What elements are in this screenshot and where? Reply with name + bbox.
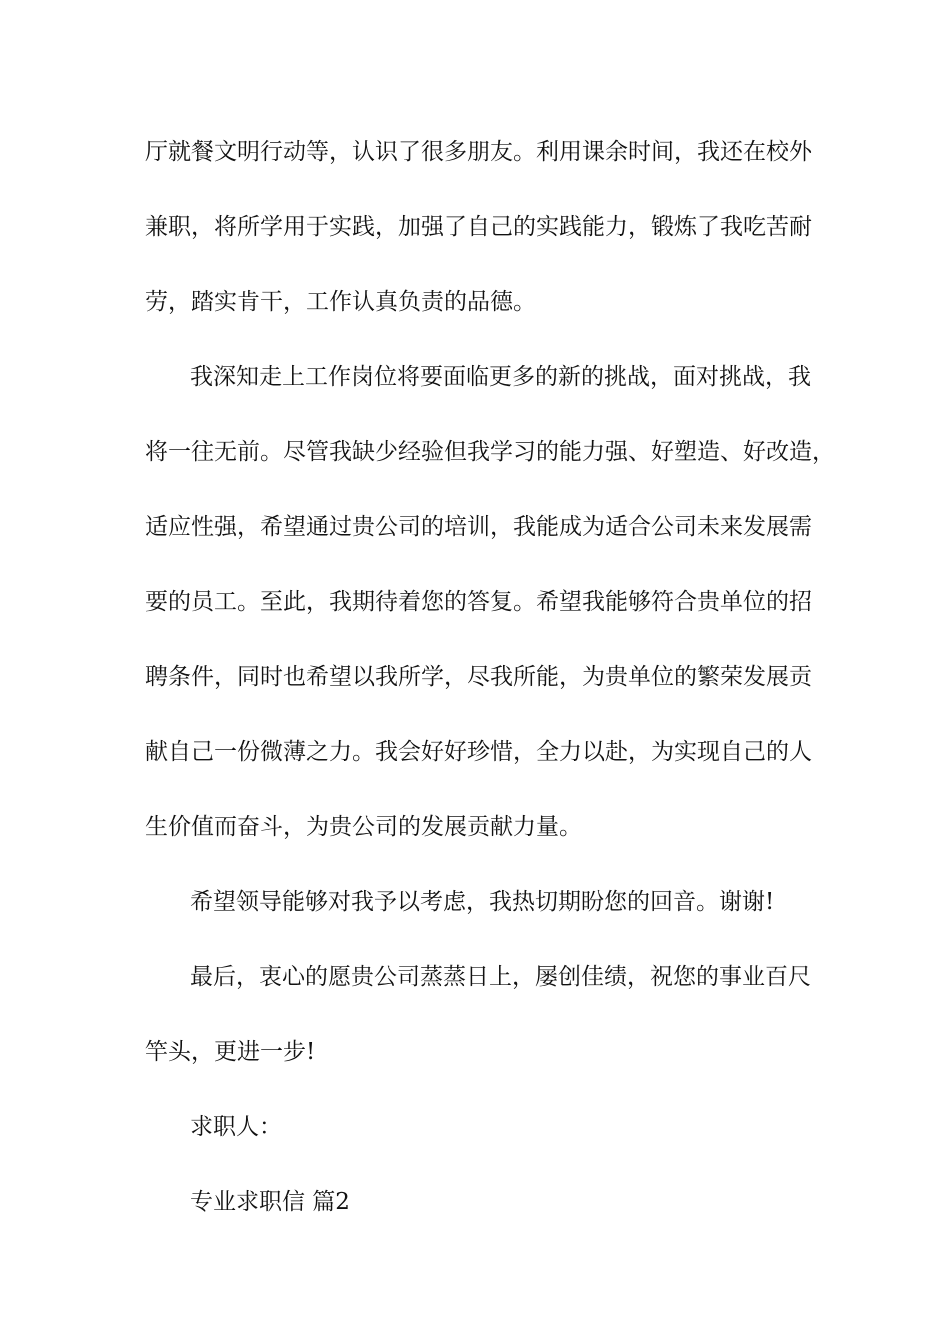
body-text-line: 兼职，将所学用于实践，加强了自己的实践能力，锻炼了我吃苦耐 (145, 214, 812, 240)
body-text-line: 要的员工。至此，我期待着您的答复。希望我能够符合贵单位的招 (145, 589, 812, 615)
paragraph-start-line: 希望领导能够对我予以考虑，我热切期盼您的回音。谢谢! (190, 889, 775, 915)
body-text-line: 劳，踏实肯干，工作认真负责的品德。 (145, 289, 536, 315)
signature-label: 求职人： (190, 1114, 282, 1140)
section-heading: 专业求职信 篇2 (190, 1189, 350, 1215)
body-text-line: 献自己一份微薄之力。我会好好珍惜，全力以赴，为实现自己的人 (145, 739, 812, 765)
body-text-line: 厅就餐文明行动等，认识了很多朋友。利用课余时间，我还在校外 (145, 139, 812, 165)
body-text-line: 聘条件，同时也希望以我所学，尽我所能，为贵单位的繁荣发展贡 (145, 664, 812, 690)
paragraph-start-line: 我深知走上工作岗位将要面临更多的新的挑战，面对挑战，我 (190, 364, 811, 390)
body-text-line: 竿头，更进一步! (145, 1039, 316, 1065)
body-text-line: 适应性强，希望通过贵公司的培训，我能成为适合公司未来发展需 (145, 514, 812, 540)
body-text-line: 生价值而奋斗，为贵公司的发展贡献力量。 (145, 814, 582, 840)
paragraph-start-line: 最后，衷心的愿贵公司蒸蒸日上，屡创佳绩，祝您的事业百尺 (190, 964, 811, 990)
body-text-line: 将一往无前。尽管我缺少经验但我学习的能力强、好塑造、好改造， (145, 439, 835, 465)
